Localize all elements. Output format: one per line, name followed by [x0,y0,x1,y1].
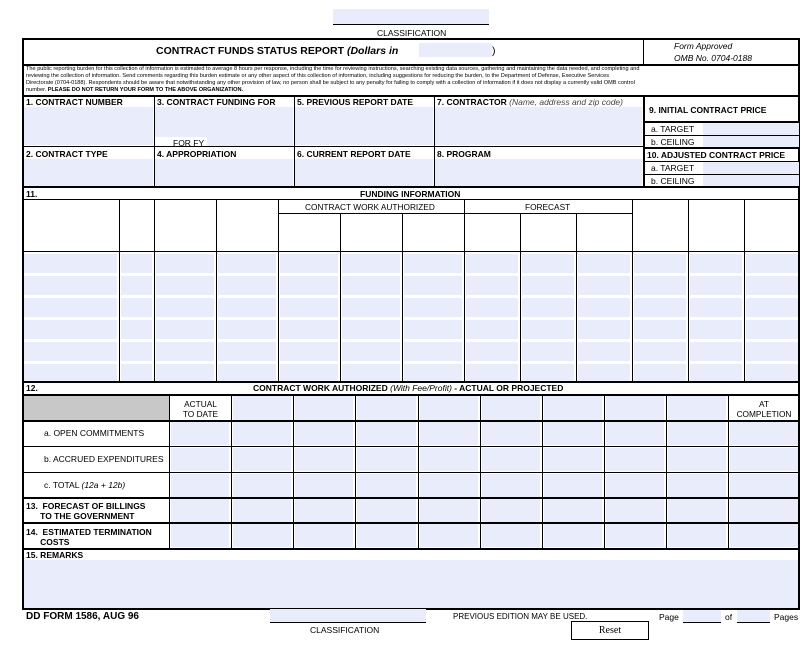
bottom-classification-label: CLASSIFICATION [310,625,380,635]
program-field[interactable] [435,159,642,187]
col-divider [688,199,689,381]
cell-m-4 [746,320,798,339]
sec12-cell-2-0[interactable] [171,448,229,471]
cell-l-1[interactable] [690,254,742,273]
sec11-title: FUNDING INFORMATION [360,189,461,199]
f7-label: 7. CONTRACTOR (Name, address and zip code) [437,97,623,107]
cell-k-1 [634,254,686,273]
row-c-label: c. TOTAL (12a + 12b) [44,480,126,490]
cell-e-1[interactable] [280,254,338,273]
contractor-field[interactable] [435,107,642,145]
cell-f-3[interactable] [342,298,400,317]
sec12-cell-3-6 [544,474,602,497]
cell-k-4 [634,320,686,339]
sec12-cell-5-4[interactable] [420,524,478,547]
sec12-cell-5-3[interactable] [357,524,416,547]
f9a-label: a. TARGET [651,124,695,134]
sec12-cell-1-9[interactable] [730,422,798,445]
cell-i-3[interactable] [522,298,574,317]
cell-e-5[interactable] [280,342,338,361]
sec12-cell-0-6[interactable] [544,396,602,420]
f10-label: 10. ADJUSTED CONTRACT PRICE [647,150,786,160]
sec12-cell-3-9 [730,474,798,497]
f2-label: 2. CONTRACT TYPE [26,149,108,159]
dollars-close: ) [492,45,496,57]
sec12-divider [355,394,356,549]
f9-label: 9. INITIAL CONTRACT PRICE [649,105,767,115]
sec12-cell-0-7[interactable] [606,396,664,420]
cell-m-1 [746,254,798,273]
sec12-cell-1-8[interactable] [668,422,726,445]
cell-g-5 [404,342,462,361]
page-label: Page [659,612,679,622]
row-b-label: b. ACCRUED EXPENDITURES [44,454,164,464]
sec12-cell-4-7[interactable] [606,499,664,522]
contract-number-field[interactable] [24,107,153,145]
sec11-num: 11. [26,189,38,199]
previous-edition: PREVIOUS EDITION MAY BE USED. [453,612,588,621]
cell-d-5[interactable] [218,342,276,361]
sec12-cell-1-6[interactable] [544,422,602,445]
appropriation-field[interactable] [155,159,293,187]
col-divider [464,199,465,381]
contract-type-field[interactable] [24,159,153,187]
sec12-divider [542,394,543,549]
bottom-classification-field[interactable] [270,609,426,622]
cell-j-4 [578,320,630,339]
omb-number: OMB No. 0704-0188 [674,53,752,63]
cell-k-5 [634,342,686,361]
sec13-label: 13. FORECAST OF BILLINGS TO THE GOVERNMENT [26,501,146,521]
cell-i-5[interactable] [522,342,574,361]
col-divider [154,199,155,381]
previous-report-date-field[interactable] [295,107,433,145]
sec12-cell-2-9[interactable] [730,448,798,471]
cell-d-1[interactable] [218,254,276,273]
cell-c-3[interactable] [156,298,214,317]
sec12-cell-0-5[interactable] [482,396,540,420]
current-report-date-field[interactable] [295,159,433,187]
cell-f-1[interactable] [342,254,400,273]
cell-h-2[interactable] [466,276,518,295]
f6-label: 6. CURRENT REPORT DATE [297,149,411,159]
sec12-divider [666,394,667,549]
cell-k-3 [634,298,686,317]
cell-e-3[interactable] [280,298,338,317]
col-divider [744,199,745,381]
cell-c-5[interactable] [156,342,214,361]
page-number-field[interactable] [683,610,721,622]
cell-m-2 [746,276,798,295]
sec12-cell-5-7[interactable] [606,524,664,547]
sec12-cell-4-9[interactable] [730,499,798,522]
adjusted-target-field[interactable] [703,162,799,174]
total-pages-field[interactable] [737,610,770,622]
row-a-label: a. OPEN COMMITMENTS [44,428,145,438]
actual-to-date-label: ACTUAL TO DATE [182,399,219,419]
sec12-cell-0-1[interactable] [233,396,291,420]
sec12-cell-4-4[interactable] [420,499,478,522]
cell-l-5[interactable] [690,342,742,361]
cell-b-5[interactable] [121,342,152,361]
cell-i-4[interactable] [522,320,574,339]
burden-statement: The public reporting burden for this collection of information is estimated to average 8 hours per response, including the time for reviewing instructions, searching existing data sources, gathering and maintaining the data needed, and completing and reviewing the collection of information. Send comments regarding this burden estimate or any other aspect of this collection of information, including suggestions for reducing the burden, to the Department of Defense, Executive Services Directorate (0704-0188). Respondents should be aware that notwithstanding any other provision of law, no person shall be subject to any penalty for failing to comply with a collection of information if it does not display a currently valid OMB control number. PLEASE DO NOT RETURN YOUR FORM TO THE ABOVE ORGANIZATION. [26,66,640,93]
sec12-cell-3-5 [482,474,540,497]
cell-a-3[interactable] [24,298,117,317]
cell-a-2[interactable] [24,276,117,295]
sec12-cell-4-2[interactable] [295,499,353,522]
cell-a-4[interactable] [24,320,117,339]
sec12-num: 12. [26,383,38,393]
sec12-cell-4-3[interactable] [357,499,416,522]
sec12-cell-5-6[interactable] [544,524,602,547]
col-divider [119,199,120,381]
sec12-cell-1-1[interactable] [233,422,291,445]
sec14-label: 14. ESTIMATED TERMINATION COSTS [26,527,152,547]
sec12-cell-4-6[interactable] [544,499,602,522]
f4-label: 4. APPROPRIATION [157,149,237,159]
sec12-cell-4-1[interactable] [233,499,291,522]
cell-d-4[interactable] [218,320,276,339]
remarks-field[interactable] [24,560,798,608]
sec12-cell-3-0 [171,474,229,497]
cell-d-3[interactable] [218,298,276,317]
cell-e-2[interactable] [280,276,338,295]
group-auth-label: CONTRACT WORK AUTHORIZED [305,202,435,212]
sec12-cell-5-8[interactable] [668,524,726,547]
sec12-cell-0-4[interactable] [420,396,478,420]
cell-h-5[interactable] [466,342,518,361]
cell-c-1[interactable] [156,254,214,273]
sec12-cell-4-8[interactable] [668,499,726,522]
col-divider [278,199,279,381]
cell-l-4[interactable] [690,320,742,339]
cell-a-1[interactable] [24,254,117,273]
sec12-cell-1-0[interactable] [171,422,229,445]
cell-g-3 [404,298,462,317]
cell-f-5[interactable] [342,342,400,361]
f5-label: 5. PREVIOUS REPORT DATE [297,97,414,107]
cell-l-2[interactable] [690,276,742,295]
sec12-cell-2-5[interactable] [482,448,540,471]
initial-target-field[interactable] [703,123,799,135]
sec12-divider [728,394,729,549]
sec12-cell-2-2[interactable] [295,448,353,471]
sec12-cell-1-4[interactable] [420,422,478,445]
cell-k-2 [634,276,686,295]
cell-h-1[interactable] [466,254,518,273]
of-label: of [725,612,733,622]
sec12-cell-3-4 [420,474,478,497]
sec12-cell-1-3[interactable] [357,422,416,445]
sec12-cell-2-3[interactable] [357,448,416,471]
col-divider [576,213,577,381]
cell-m-3 [746,298,798,317]
f10b-label: b. CEILING [651,176,695,186]
sec12-cell-3-3 [357,474,416,497]
contract-funding-field[interactable] [155,107,293,137]
cell-j-5 [578,342,630,361]
col-divider [340,213,341,381]
cell-f-4[interactable] [342,320,400,339]
at-completion-label: AT COMPLETION [736,399,792,419]
cell-l-3[interactable] [690,298,742,317]
for-fy-label: FOR FY [173,138,205,148]
sec12-cell-2-7[interactable] [606,448,664,471]
sec12-cell-3-2 [295,474,353,497]
pages-label: Pages [774,612,799,622]
cell-i-2[interactable] [522,276,574,295]
cell-m-5 [746,342,798,361]
sec12-cell-1-2[interactable] [295,422,353,445]
sec12-divider [604,394,605,549]
col-divider [402,213,403,381]
sec12-cell-1-7[interactable] [606,422,664,445]
sec12-cell-0-2[interactable] [295,396,353,420]
sec15-label: 15. REMARKS [26,550,84,560]
sec12-divider [480,394,481,549]
col-divider [632,199,633,381]
group-forecast-label: FORECAST [525,202,571,212]
cell-c-2[interactable] [156,276,214,295]
sec12-cell-5-2[interactable] [295,524,353,547]
form-title: CONTRACT FUNDS STATUS REPORT (Dollars in [156,45,399,57]
f8-label: 8. PROGRAM [437,149,491,159]
col-divider [520,213,521,381]
sec12-divider [418,394,419,549]
cell-i-1[interactable] [522,254,574,273]
sec12-cell-4-0[interactable] [171,499,229,522]
f1-label: 1. CONTRACT NUMBER [26,97,123,107]
cell-a-5[interactable] [24,342,117,361]
dollars-unit-field[interactable] [419,43,492,57]
sec12-cell-2-6[interactable] [544,448,602,471]
sec12-cell-5-0[interactable] [171,524,229,547]
sec12-divider [293,394,294,549]
sec12-cell-2-1[interactable] [233,448,291,471]
cell-e-4[interactable] [280,320,338,339]
sec12-cell-0-3[interactable] [357,396,416,420]
cell-g-1 [404,254,462,273]
f9b-label: b. CEILING [651,137,695,147]
cell-j-3 [578,298,630,317]
sec12-cell-1-5[interactable] [482,422,540,445]
sec12-cell-0-8[interactable] [668,396,726,420]
sec12-cell-4-5[interactable] [482,499,540,522]
sec12-shaded-header [24,396,169,420]
cell-b-4[interactable] [121,320,152,339]
cell-c-4[interactable] [156,320,214,339]
sec12-cell-5-9[interactable] [730,524,798,547]
col-divider [216,199,217,381]
cell-b-3[interactable] [121,298,152,317]
sec12-cell-2-8[interactable] [668,448,726,471]
sec12-cell-5-5[interactable] [482,524,540,547]
sec12-cell-3-8 [668,474,726,497]
f3-label: 3. CONTRACT FUNDING FOR [157,97,276,107]
form-id: DD FORM 1586, AUG 96 [26,611,139,622]
cell-j-1 [578,254,630,273]
form-approved: Form Approved [674,41,733,51]
sec12-cell-2-4[interactable] [420,448,478,471]
sec12-divider [231,394,232,549]
cell-j-2 [578,276,630,295]
cell-b-1[interactable] [121,254,152,273]
sec12-title: CONTRACT WORK AUTHORIZED (With Fee/Profit) - ACTUAL OR PROJECTED [253,383,564,393]
f10a-label: a. TARGET [651,163,695,173]
cell-b-2[interactable] [121,276,152,295]
top-classification-label: CLASSIFICATION [377,28,447,38]
sec12-cell-3-1 [233,474,291,497]
cell-h-4[interactable] [466,320,518,339]
cell-g-4 [404,320,462,339]
cell-g-2 [404,276,462,295]
for-fy-field[interactable] [207,137,293,146]
sec12-cell-5-1[interactable] [233,524,291,547]
sec12-divider [169,394,170,549]
top-classification-field[interactable] [333,9,489,24]
sec12-cell-3-7 [606,474,664,497]
cell-f-2[interactable] [342,276,400,295]
cell-h-3[interactable] [466,298,518,317]
reset-button[interactable]: Reset [571,621,649,640]
cell-d-2[interactable] [218,276,276,295]
